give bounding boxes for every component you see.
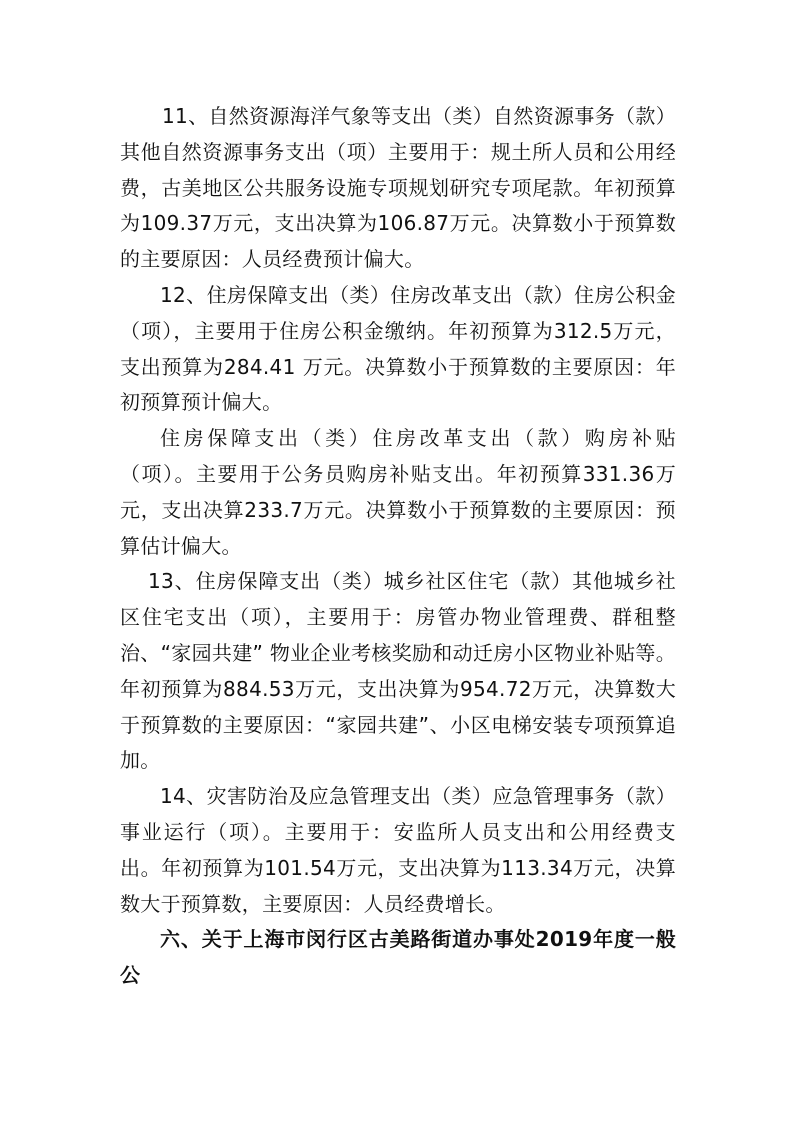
paragraph-housing-subsidy: 住房保障支出（类）住房改革支出（款）购房补贴（项）。主要用于公务员购房补贴支出。年初预算331.36万元，支出决算233.7万元。决算数小于预算数的主要原因：预算估计偏大。 <box>120 426 676 558</box>
paragraph-12-housing-fund: 12、住房保障支出（类）住房改革支出（款）住房公积金（项），主要用于住房公积金缴纳。年初预算为312.5万元，支出预算为284.41 万元。决算数小于预算数的主要原因：年初预算预计偏大。 <box>120 282 676 415</box>
section-heading-six: 六、关于上海市闵行区古美路街道办事处2019年度一般公 <box>120 927 676 988</box>
document-body <box>120 99 676 994</box>
paragraph-13-community-housing: 13、住房保障支出（类）城乡社区住宅（款）其他城乡社区住宅支出（项），主要用于：房管办物业管理费、群租整治、“家园共建” 物业企业考核奖励和动迁房小区物业补贴等。年初预算为884.53万元，支出决算为954.72万元，决算数大于预算数的主要原因：“家园共建”、小区电梯安装专项预算追加。 <box>120 569 676 773</box>
paragraph-14-emergency-management: 14、灾害防治及应急管理支出（类）应急管理事务（款）事业运行（项）。主要用于：安监所人员支出和公用经费支出。年初预算为101.54万元，支出决算为113.34万元，决算数大于预算数，主要原因：人员经费增长。 <box>120 784 676 916</box>
paragraph-11-natural-resources: 11、自然资源海洋气象等支出（类）自然资源事务（款） 其他自然资源事务支出（项）主要用于：规土所人员和公用经费，古美地区公共服务设施专项规划研究专项尾款。年初预算为109.37万元，支出决算为106.87万元。决算数小于预算数的主要原因：人员经费预计偏大。 <box>120 104 676 272</box>
